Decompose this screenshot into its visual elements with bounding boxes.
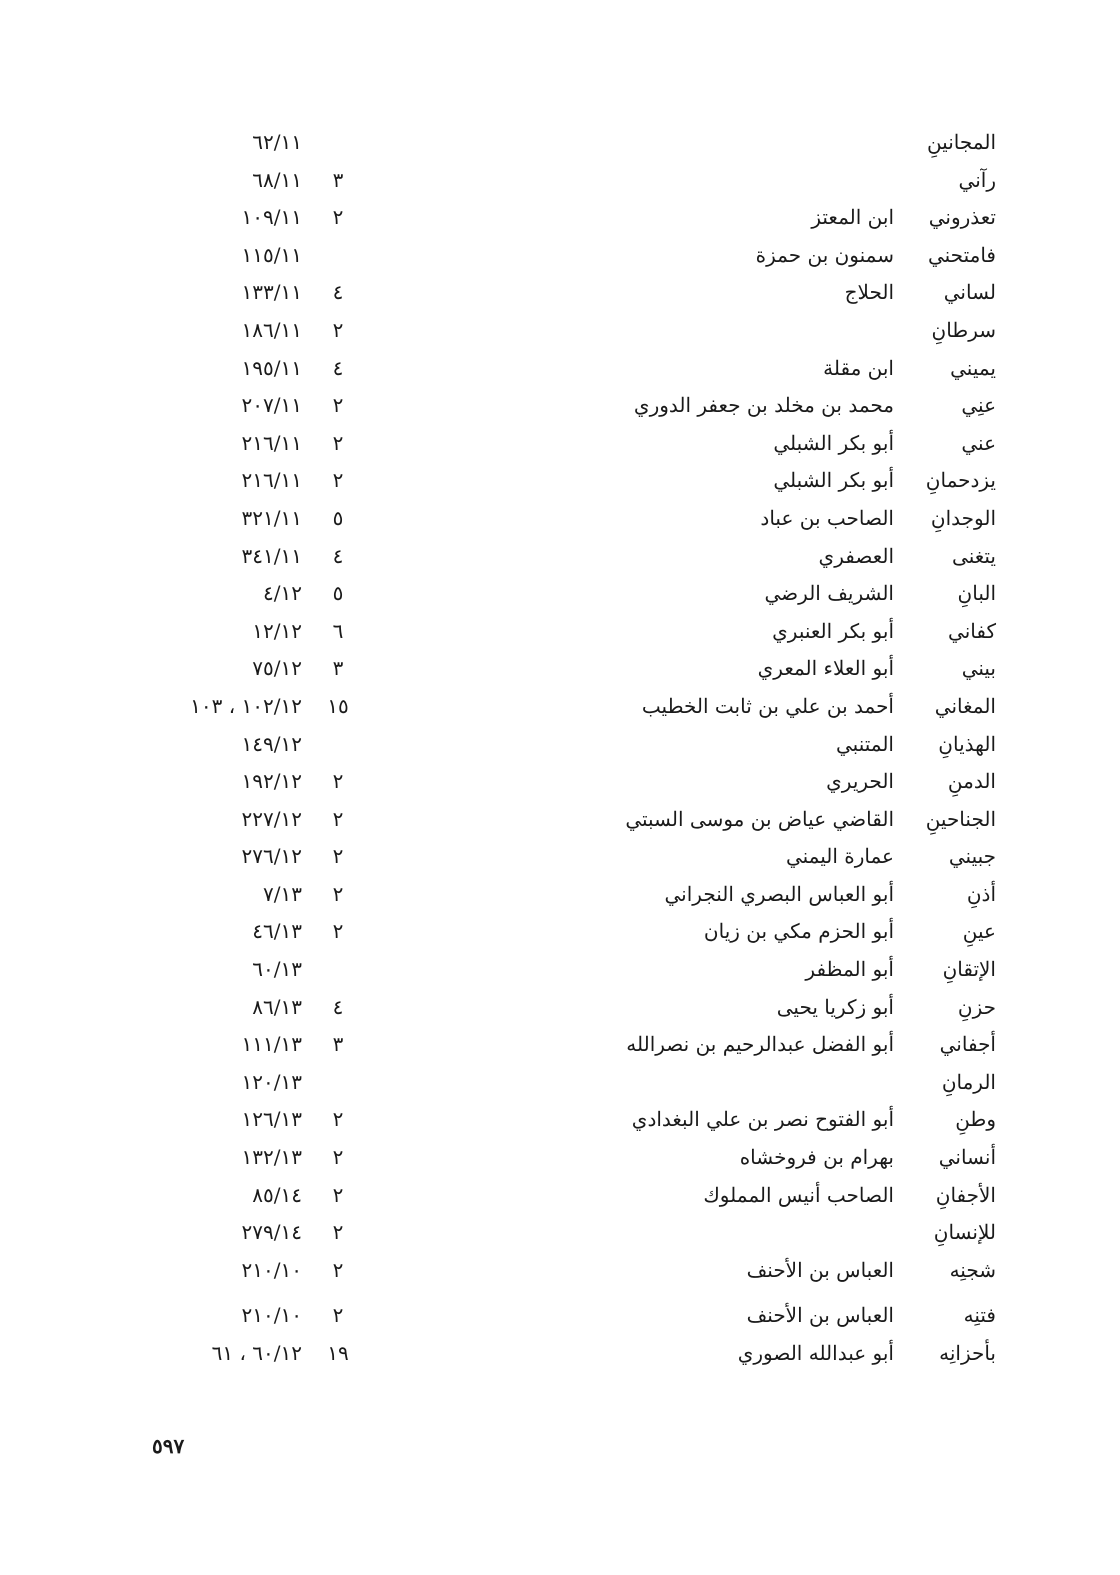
index-row [0, 350, 1120, 388]
verse-count: ٣ [332, 167, 344, 192]
volume-page-ref: ١٢٠/١٣ [241, 1069, 302, 1094]
poet-name: العصفري [818, 543, 894, 568]
volume-page-ref: ٢٧٩/١٤ [241, 1220, 302, 1245]
rhyme-word: الهذيانِ [938, 731, 996, 756]
poet-name: ابن المعتز [811, 205, 894, 230]
rhyme-word: وطنِ [955, 1107, 996, 1132]
poet-name: أبو العباس البصري النجراني [664, 881, 894, 906]
volume-page-ref: ٢١٠/١٠ [241, 1303, 302, 1328]
poet-name: ابن مقلة [823, 355, 894, 380]
verse-count: ٢ [332, 844, 344, 869]
poet-name: القاضي عياض بن موسى السبتي [625, 806, 894, 831]
rhyme-word: الدمنِ [947, 769, 996, 794]
volume-page-ref: ٦٨/١١ [252, 167, 302, 192]
poet-name: بهرام بن فروخشاه [739, 1145, 894, 1170]
verse-count: ٢ [332, 1182, 344, 1207]
index-row [0, 913, 1120, 951]
rhyme-word: يتغنى [952, 543, 996, 568]
index-row [0, 763, 1120, 801]
index-row [0, 1026, 1120, 1064]
rhyme-word: سرطانِ [931, 317, 996, 342]
volume-page-ref: ٢١٦/١١ [241, 430, 302, 455]
rhyme-word: للإنسانِ [933, 1220, 996, 1245]
poet-name: أبو المظفر [805, 957, 894, 982]
volume-page-ref: ٢٠٧/١١ [241, 393, 302, 418]
verse-count: ٢ [332, 1145, 344, 1170]
verse-count: ٢ [332, 806, 344, 831]
rhyme-word: الرمانِ [941, 1069, 996, 1094]
volume-page-ref: ١١٥/١١ [241, 242, 302, 267]
index-row [0, 838, 1120, 876]
index-row [0, 613, 1120, 651]
rhyme-word: شجنِه [949, 1257, 996, 1282]
volume-page-ref: ٦٠/١٢ ، ٦١ [211, 1341, 302, 1365]
poet-name: أبو بكر الشبلي [773, 430, 894, 455]
index-row [0, 726, 1120, 764]
verse-count: ٣ [332, 656, 344, 681]
verse-count: ٢ [332, 430, 344, 455]
poet-name: الحلاج [844, 280, 894, 305]
rhyme-word: يزدحمانِ [925, 468, 996, 493]
verse-count: ٢ [332, 393, 344, 418]
rhyme-word: الجناحينِ [925, 806, 996, 831]
volume-page-ref: ١٢/١٢ [252, 618, 302, 643]
verse-count: ٢ [332, 919, 344, 944]
poet-name: أبو بكر العنبري [772, 618, 894, 643]
index-row [0, 801, 1120, 839]
index-row [0, 500, 1120, 538]
verse-count: ١٥ [327, 693, 349, 718]
volume-page-ref: ١٩٥/١١ [241, 355, 302, 380]
rhyme-word: عنِي [961, 393, 996, 418]
rhyme-word: بيني [961, 656, 996, 681]
verse-count: ٢ [332, 205, 344, 230]
index-row [0, 575, 1120, 613]
rhyme-word: أذنِ [966, 881, 996, 906]
rhyme-word: كفاني [948, 618, 996, 643]
verse-count: ٤ [332, 994, 344, 1019]
volume-page-ref: ١٤٩/١٢ [241, 731, 302, 756]
rhyme-word: الإتقانِ [942, 957, 996, 982]
rhyme-word: لساني [943, 280, 996, 305]
poet-name: أبو زكريا يحيى [776, 994, 894, 1019]
index-row [0, 312, 1120, 350]
verse-count: ٤ [332, 543, 344, 568]
volume-page-ref: ١٣٣/١١ [241, 280, 302, 305]
verse-count: ٢ [332, 468, 344, 493]
poet-name: محمد بن مخلد بن جعفر الدوري [633, 393, 894, 418]
poet-name: أبو العلاء المعري [757, 656, 894, 681]
verse-count: ٢ [332, 1220, 344, 1245]
poet-name: أبو الفتوح نصر بن علي البغدادي [631, 1107, 894, 1132]
rhyme-word: أجفاني [939, 1032, 996, 1057]
index-row [0, 1064, 1120, 1102]
index-row [0, 274, 1120, 312]
poet-name: الحريري [826, 769, 894, 794]
rhyme-word: الوجدانِ [930, 505, 996, 530]
poet-name: الصاحب بن عباد [760, 505, 894, 530]
volume-page-ref: ١٢٦/١٣ [241, 1107, 302, 1132]
verse-count: ٥ [332, 581, 344, 606]
volume-page-ref: ١١١/١٣ [241, 1032, 302, 1057]
volume-page-ref: ١٨٦/١١ [241, 317, 302, 342]
index-row [0, 462, 1120, 500]
poet-name: أبو الفضل عبدالرحيم بن نصرالله [626, 1032, 894, 1057]
index-row [0, 650, 1120, 688]
poet-name: المتنبي [836, 731, 894, 756]
verse-count: ٥ [332, 505, 344, 530]
poet-name: أبو الحزم مكي بن زيان [703, 919, 894, 944]
index-row [0, 1335, 1120, 1373]
index-row [0, 1252, 1120, 1290]
rhyme-word: بأحزانِه [939, 1341, 996, 1365]
index-row [0, 876, 1120, 914]
verse-count: ٢ [332, 1257, 344, 1282]
index-row [0, 688, 1120, 726]
poet-name: الصاحب أنيس المملوك [703, 1182, 894, 1207]
rhyme-word: المغاني [934, 693, 996, 718]
index-row [0, 237, 1120, 275]
volume-page-ref: ٢١٦/١١ [241, 468, 302, 493]
rhyme-word: رآني [958, 167, 996, 192]
index-row [0, 425, 1120, 463]
volume-page-ref: ٢٢٧/١٢ [241, 806, 302, 831]
index-row [0, 199, 1120, 237]
index-row [0, 1139, 1120, 1177]
index-row [0, 951, 1120, 989]
rhyme-word: يميني [950, 355, 996, 380]
index-row [0, 162, 1120, 200]
index-row [0, 989, 1120, 1027]
index-row [0, 387, 1120, 425]
volume-page-ref: ٧/١٣ [263, 881, 302, 906]
poet-name: العباس بن الأحنف [746, 1303, 894, 1328]
index-row [0, 1297, 1120, 1335]
volume-page-ref: ٢١٠/١٠ [241, 1257, 302, 1282]
index-row [0, 1101, 1120, 1139]
rhyme-word: عينِ [962, 919, 996, 944]
volume-page-ref: ٤٦/١٣ [252, 919, 302, 944]
index-row [0, 1177, 1120, 1215]
rhyme-word: البانِ [957, 581, 996, 606]
index-table [0, 124, 1120, 1373]
volume-page-ref: ١٩٢/١٢ [241, 769, 302, 794]
rhyme-word: جبيني [948, 844, 996, 869]
index-row [0, 538, 1120, 576]
volume-page-ref: ٤/١٢ [263, 581, 302, 606]
poet-name: عمارة اليمني [785, 844, 894, 869]
verse-count: ٢ [332, 317, 344, 342]
volume-page-ref: ١٣٢/١٣ [241, 1145, 302, 1170]
poet-name: الشريف الرضي [764, 581, 894, 606]
volume-page-ref: ٢٧٦/١٢ [241, 844, 302, 869]
verse-count: ٤ [332, 355, 344, 380]
volume-page-ref: ٧٥/١٢ [252, 656, 302, 681]
rhyme-word: المجانينِ [926, 130, 996, 154]
verse-count: ٦ [332, 618, 344, 643]
volume-page-ref: ٦٠/١٣ [252, 957, 302, 982]
rhyme-word: فامتحني [927, 242, 996, 267]
poet-name: أحمد بن علي بن ثابت الخطيب [641, 693, 894, 718]
volume-page-ref: ٦٢/١١ [252, 130, 302, 154]
verse-count: ٤ [332, 280, 344, 305]
verse-count: ٢ [332, 881, 344, 906]
rhyme-word: عني [961, 430, 996, 455]
volume-page-ref: ١٠٩/١١ [241, 205, 302, 230]
rhyme-word: الأجفانِ [935, 1182, 996, 1207]
volume-page-ref: ٣٢١/١١ [241, 505, 302, 530]
rhyme-word: حزنِ [957, 994, 996, 1019]
rhyme-word: فتنِه [963, 1303, 996, 1328]
verse-count: ١٩ [327, 1341, 349, 1365]
page-number: ٥٩٧ [152, 1434, 185, 1458]
volume-page-ref: ٣٤١/١١ [241, 543, 302, 568]
rhyme-word: أنساني [938, 1145, 996, 1170]
verse-count: ٢ [332, 1107, 344, 1132]
verse-count: ٢ [332, 1303, 344, 1328]
rhyme-word: تعذروني [928, 205, 996, 230]
poet-name: سمنون بن حمزة [755, 242, 894, 267]
poet-name: أبو بكر الشبلي [773, 468, 894, 493]
poet-name: العباس بن الأحنف [746, 1257, 894, 1282]
verse-count: ٣ [332, 1032, 344, 1057]
volume-page-ref: ١٠٢/١٢ ، ١٠٣ [190, 693, 302, 718]
volume-page-ref: ٨٥/١٤ [252, 1182, 302, 1207]
volume-page-ref: ٨٦/١٣ [252, 994, 302, 1019]
index-row [0, 1214, 1120, 1252]
poet-name: أبو عبدالله الصوري [737, 1341, 894, 1365]
verse-count: ٢ [332, 769, 344, 794]
index-row [0, 124, 1120, 162]
